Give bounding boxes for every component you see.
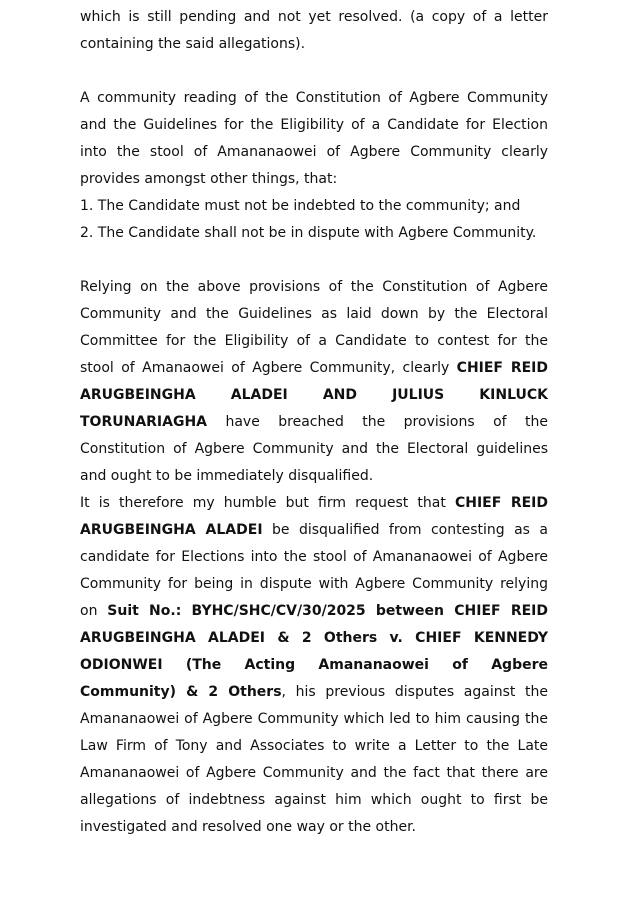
named-candidates: CHIEF REID ARUGBEINGHA ALADEI AND JULIUS KINLUCK TORUNARIAGHA xyxy=(80,360,549,430)
list-item-not-in-dispute: 2. The Candidate shall not be in dispute with Agbere Community. xyxy=(80,225,537,241)
request-text-tail: , his previous disputes against the Amananaowei of Agbere Community which led to him causing the Law Firm of Tony and Associates to write a Letter to the Late Amananaowei of Agbere Community and the fact that there are allegations of indebtness against him which ought to first be investigated and resolved one way or the other. xyxy=(80,684,549,835)
paragraph-constitution-reading: A community reading of the Constitution of Agbere Community and the Guidelines for the Eligibility of a Candidate for Election into the stool of Amananaowei of Agbere Community clearly provides amongst other things, that: xyxy=(80,90,548,187)
paragraph-spacer xyxy=(80,247,548,274)
paragraph-pending-allegations: which is still pending and not yet resolved. (a copy of a letter containing the said allegations). xyxy=(80,9,548,52)
breach-text-lead: Relying on the above provisions of the Constitution of Agbere Community and the Guidelines as laid down by the Electoral Committee for the Eligibility of a Candidate to contest for the stool of Amanaowei of Agbere Community, clearly xyxy=(80,279,548,376)
paragraph-breach-of-provisions xyxy=(80,274,548,490)
paragraph-disqualification-request xyxy=(80,490,548,841)
list-item-not-indebted: 1. The Candidate must not be indebted to the community; and xyxy=(80,198,521,214)
request-text-middle: be disqualified from contesting as a candidate for Elections into the stool of Amananaowei of Agbere Community for being in dispute with Agbere Community relying on xyxy=(80,522,548,619)
named-candidate: CHIEF REID ARUGBEINGHA ALADEI xyxy=(80,495,549,538)
suit-reference: Suit No.: BYHC/SHC/CV/30/2025 between CHIEF REID ARUGBEINGHA ALADEI & 2 Others v. CHIEF KENNEDY ODIONWEI (The Acting Amananaowei of Agbere Community) & 2 Others xyxy=(80,603,548,700)
request-text-lead: It is therefore my humble but firm request that xyxy=(80,495,455,511)
paragraph-spacer xyxy=(80,58,548,85)
breach-text-tail: have breached the provisions of the Constitution of Agbere Community and the Electoral guidelines and ought to be immediately disqualified. xyxy=(80,414,548,484)
document-page xyxy=(80,4,548,841)
